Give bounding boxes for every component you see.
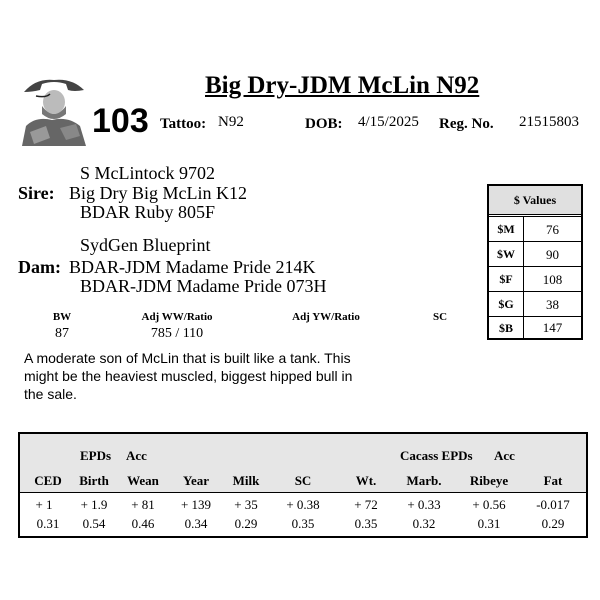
dollar-value: 38 xyxy=(546,297,559,312)
dollar-value-row xyxy=(489,216,581,242)
epd-header xyxy=(20,434,586,493)
bw-header: BW xyxy=(52,311,72,323)
lot-number: 103 xyxy=(92,102,149,140)
epd-value: + 0.33 xyxy=(407,497,441,512)
carcass-group-label: Cacass EPDs xyxy=(400,448,473,463)
dollar-key: $B xyxy=(489,317,524,339)
epd-col-ribeye: Ribeye xyxy=(469,473,509,488)
epd-col-milk: Milk xyxy=(232,473,260,488)
dollar-value-row xyxy=(489,316,581,339)
adj-ww-value: 785 / 110 xyxy=(150,326,204,341)
epd-acc: 0.35 xyxy=(354,516,378,531)
tattoo-value: N92 xyxy=(218,114,244,130)
epd-value: + 1.9 xyxy=(80,497,108,512)
dollar-key: $F xyxy=(489,267,524,292)
epd-value: + 139 xyxy=(180,497,212,512)
epd-acc: 0.32 xyxy=(412,516,436,531)
sire-name: Big Dry Big McLin K12 xyxy=(69,183,247,203)
sire-label: Sire: xyxy=(18,183,55,203)
epd-value: + 35 xyxy=(234,497,258,512)
epd-value: + 1 xyxy=(35,497,53,512)
epd-acc: 0.31 xyxy=(477,516,501,531)
dam-dam: BDAR-JDM Madame Pride 073H xyxy=(80,276,327,296)
epd-col-sc: SC xyxy=(294,473,312,488)
epd-acc: 0.34 xyxy=(184,516,208,531)
carcass-group-acc: Acc xyxy=(494,448,515,463)
epd-value: + 0.38 xyxy=(286,497,320,512)
description: A moderate son of McLin that is built like a tank. This might be the heaviest muscled, biggest hipped bull in the sale. xyxy=(24,350,353,402)
dollar-value-row xyxy=(489,241,581,267)
dollar-values-title: $ Values xyxy=(489,186,581,215)
sire-dam: BDAR Ruby 805F xyxy=(80,202,216,222)
dollar-value: 147 xyxy=(542,320,563,335)
sc-header: SC xyxy=(432,311,448,323)
dollar-key: $W xyxy=(489,242,524,267)
dob-value: 4/15/2025 xyxy=(358,114,419,130)
epd-acc: 0.35 xyxy=(291,516,315,531)
epd-group-label: EPDs xyxy=(80,448,112,463)
epd-col-marb: Marb. xyxy=(406,473,442,488)
epd-value: + 0.56 xyxy=(472,497,506,512)
animal-name: Big Dry-JDM McLin N92 xyxy=(205,72,480,99)
epd-col-wt: Wt. xyxy=(355,473,377,488)
epd-acc: 0.54 xyxy=(82,516,106,531)
dam-label: Dam: xyxy=(18,257,61,277)
tattoo-label: Tattoo: xyxy=(160,116,207,132)
dollar-value: 90 xyxy=(546,247,559,262)
epd-acc: 0.29 xyxy=(234,516,258,531)
dollar-value: 108 xyxy=(542,272,563,287)
epd-col-ced: CED xyxy=(34,473,62,488)
epd-acc: 0.46 xyxy=(131,516,155,531)
dollar-value: 76 xyxy=(546,222,559,237)
epd-value: + 81 xyxy=(131,497,155,512)
epd-value: + 72 xyxy=(354,497,378,512)
dollar-key: $G xyxy=(489,292,524,317)
adj-ww-header: Adj WW/Ratio xyxy=(141,311,213,323)
dollar-values-table xyxy=(487,184,583,340)
epd-col-birth: Birth xyxy=(79,473,109,488)
reg-label: Reg. No. xyxy=(439,116,494,132)
adj-yw-header: Adj YW/Ratio xyxy=(292,311,360,323)
epd-value: -0.017 xyxy=(536,497,570,512)
epd-col-fat: Fat xyxy=(543,473,563,488)
dam-sire: SydGen Blueprint xyxy=(80,235,211,255)
sire-sire: S McLintock 9702 xyxy=(80,163,215,183)
bw-value: 87 xyxy=(55,326,69,341)
dollar-value-row xyxy=(489,266,581,292)
epd-acc: 0.31 xyxy=(36,516,60,531)
reg-value: 21515803 xyxy=(519,114,579,130)
dollar-value-row xyxy=(489,291,581,317)
cowboy-logo xyxy=(16,70,90,146)
epd-col-wean: Wean xyxy=(127,473,159,488)
dollar-key: $M xyxy=(489,217,524,242)
epd-acc: 0.29 xyxy=(541,516,565,531)
dob-label: DOB: xyxy=(305,116,343,132)
epd-group-acc: Acc xyxy=(126,448,147,463)
epd-col-year: Year xyxy=(183,473,209,488)
dam-name: BDAR-JDM Madame Pride 214K xyxy=(69,257,316,277)
epd-table xyxy=(18,432,588,538)
